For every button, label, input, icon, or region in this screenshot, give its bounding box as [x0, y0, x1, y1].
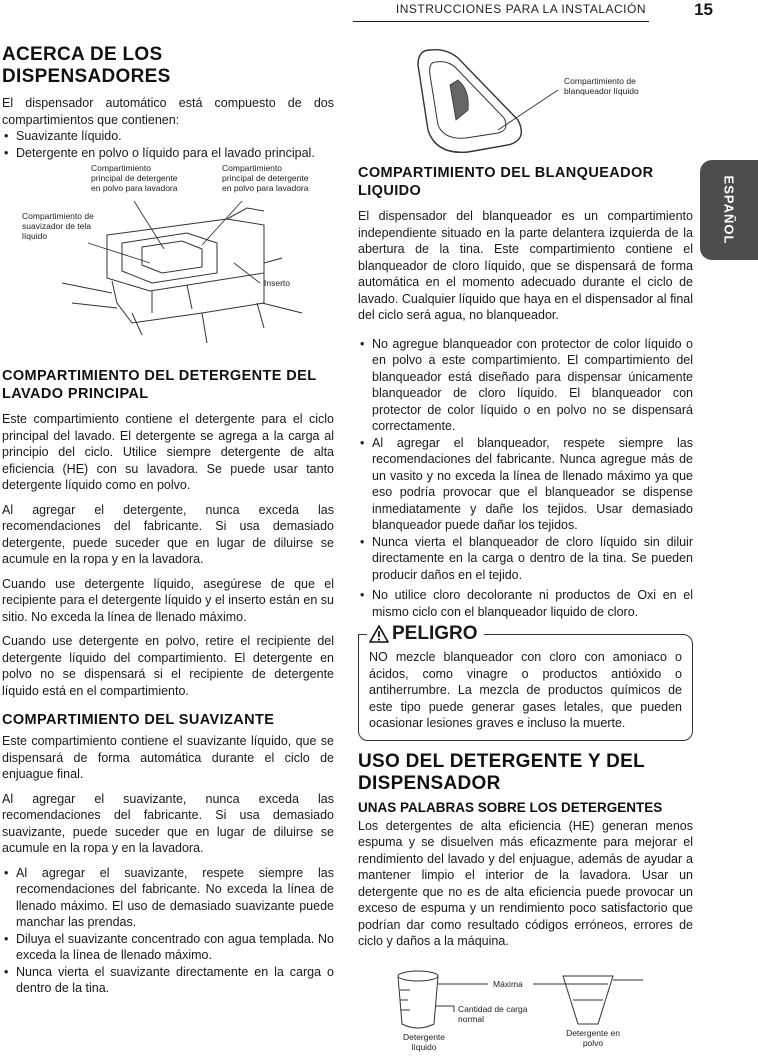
label-softener: Compartimiento de suavizador de tela líquido — [22, 211, 94, 241]
softener-p2: Al agregar el suavizante, nunca exceda las recomendaciones del fabricante. Si usa demasiado suavizante, puede suceder que en lugar de diluirse se acumule en la ropa y en la lavadora. — [2, 791, 334, 855]
list-item: • No utilice cloro decolorante ni productos de Oxi en el mismo ciclo con el blanqueador liquido de cloro. — [358, 587, 693, 620]
softener-list — [2, 865, 334, 997]
list-item: • Nunca vierta el suavizante directamente en la carga o dentro de la tina. — [2, 964, 334, 997]
language-tab-label: ESPAÑOL — [721, 175, 737, 245]
label-main-powder: Compartimiento principal de detergente en polvo para lavadora — [91, 163, 178, 193]
left-column — [2, 44, 334, 997]
main-detergent-title: COMPARTIMIENTO DEL DETERGENTE DEL LAVADO PRINCIPAL — [2, 368, 317, 402]
warning-icon — [369, 625, 389, 643]
bleach-figure — [358, 40, 693, 158]
danger-heading — [367, 623, 484, 645]
label-max: Máxima — [493, 978, 523, 989]
list-item: • No agregue blanqueador con protector de color líquido o en polvo a este compartimiento. El compartimiento del blanqueador está diseñado para dispensar únicamente blanqueador de cloro líquido. El blanqueador con protector de color líquido o en polvo no se dispensará correctamente. — [358, 336, 693, 435]
bleach-p1: El dispensador del blanqueador es un compartimiento independiente situado en la parte delantera izquierda de la abertura de la tina. Este compartimiento contiene el blanqueador de cloro líquido, que se dispensará de forma automática en el momento adecuado durante el ciclo de lavado. Cualquier líquido que haya en el dispensador al final del ciclo será agua, no blanqueador. — [358, 209, 693, 322]
label-normal: Cantidad de carga normal — [458, 1003, 528, 1024]
right-column — [358, 40, 693, 1052]
list-item: • Diluya el suavizante concentrado con agua templada. No exceda la línea de llenado máximo. — [2, 931, 334, 964]
detergents-subtitle: UNAS PALABRAS SOBRE LOS DETERGENTES — [358, 799, 663, 815]
dispensers-list — [2, 128, 334, 161]
main-detergent-p4: Cuando use detergente en polvo, retire el recipiente del detergente líquido del compartimiento. El detergente en polvo no se dispensará si el recipiente de detergente líquido está en el compartimiento. — [2, 634, 334, 698]
list-item: • Detergente en polvo o líquido para el lavado principal. — [2, 145, 334, 162]
list-item: • Nunca vierta el blanqueador de cloro líquido sin diluir directamente en la carga o dentro de la tina. Se pueden producir daños en el tejido. — [358, 534, 693, 584]
label-bleach: Compartimiento de blanqueador líquido — [564, 76, 639, 96]
danger-text: NO mezcle blanqueador con cloro con amoniaco o ácidos, como vinagre o productos antióxido o antiherrumbre. La mezcla de productos químicos de este tipo puede generar gases letales, que pueden ocasionar lesiones graves e incluso la muerte. — [369, 650, 682, 730]
bleach-list — [358, 336, 693, 621]
dispensers-title: ACERCA DE LOS DISPENSADORES — [2, 44, 171, 87]
danger-title: PELIGRO — [392, 623, 478, 644]
label-powder: Detergente en polvo — [566, 1027, 620, 1048]
list-item: • Al agregar el blanqueador, respete siempre las recomendaciones del fabricante. Nunca agregue más de un vasito y no exceda la línea de llenado máximo ya que eso podría provocar que el blanqueador se dispense inmediatamente y dañe los tejidos. Usar demasiado blanqueador puede dañar los tejidos. — [358, 435, 693, 534]
language-tab — [700, 160, 758, 260]
dispenser-use-title: USO DEL DETERGENTE Y DEL DISPENSADOR — [358, 750, 645, 794]
page-number: 15 — [694, 0, 713, 19]
main-detergent-p2: Al agregar el detergente, nunca exceda las recomendaciones del fabricante. Si usa demasiado detergente, puede suceder que en lugar de diluirse se acumule en la ropa y en la lavadora. — [2, 502, 334, 566]
softener-title: COMPARTIMIENTO DEL SUAVIZANTE — [2, 712, 275, 728]
dispensers-intro: El dispensador automático está compuesto de dos compartimientos que contienen: — [2, 96, 334, 127]
detergents-p1: Los detergentes de alta eficiencia (HE) generan menos espuma y se disuelven más eficazmente para mejorar el rendimiento del lavado y del enjuague, además de ayudar a mantener limpio el interior de la lavadora. Usar un detergente que no es de alta eficiencia puede provocar un exceso de espuma y un rendimiento poco satisfactorio que podrían dar como resultado códigos erróneos, errores de ciclo y daños a la máquina. — [358, 818, 693, 948]
bleach-title: COMPARTIMIENTO DEL BLANQUEADOR LIQUIDO — [358, 165, 654, 199]
main-detergent-p1: Este compartimiento contiene el detergente para el ciclo principal del lavado. El detergente se agrega a la carga al principio del ciclo. Utilice siempre detergente de alta eficiencia (HE) con su lavadora. Se puede usar tanto detergente líquido como en polvo. — [2, 412, 334, 492]
label-liquid: Detergente líquido — [402, 1031, 446, 1052]
bleach-drawing — [358, 40, 693, 158]
label-main-powder-2: Compartimiento principal de detergente en polvo para lavadora — [222, 163, 309, 193]
main-detergent-p3: Cuando use detergente líquido, asegúrese de que el recipiente para el detergente líquido y el inserto están en su sitio. No exceda la línea de llenado máximo. — [2, 576, 334, 624]
softener-p1: Este compartimiento contiene el suavizante líquido, que se dispensará de forma automática durante el ciclo de enjuague final. — [2, 734, 334, 781]
list-item: • Al agregar el suavizante, respete siempre las recomendaciones del fabricante. No exceda la línea de llenado máximo. El uso de demasiado suavizante puede manchar las prendas. — [2, 865, 334, 931]
list-item: • Suavizante líquido. — [2, 128, 334, 145]
detergent-cups-figure — [358, 966, 693, 1052]
header-rule — [353, 21, 649, 22]
dispenser-figure — [2, 163, 334, 353]
header-title: INSTRUCCIONES PARA LA INSTALACIÓN — [395, 2, 646, 16]
danger-box — [358, 623, 693, 741]
label-insert: Inserto — [264, 278, 290, 288]
